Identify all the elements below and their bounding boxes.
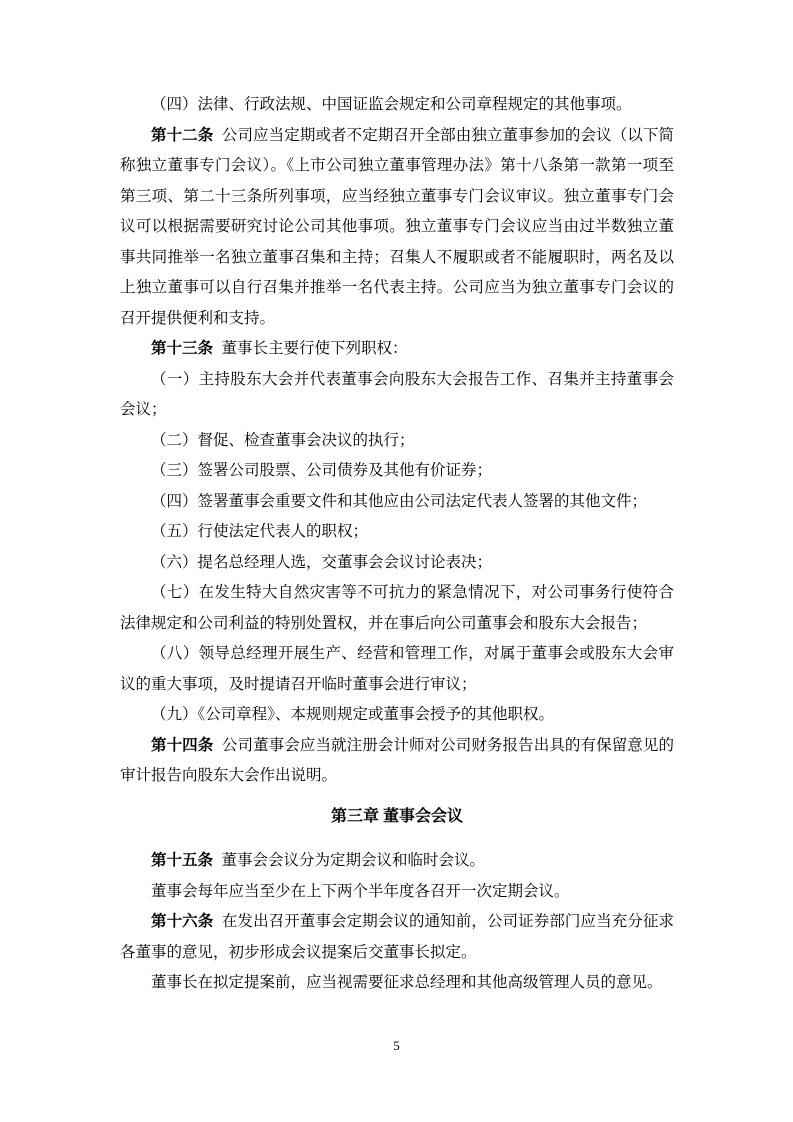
paragraph-text: 董事长在拟定提案前，应当视需要征求总经理和其他高级管理人员的意见。 (151, 974, 663, 991)
body-paragraph (120, 487, 674, 518)
body-paragraph (120, 90, 674, 121)
paragraph-text: （七）在发生特大自然灾害等不可抗力的紧急情况下，对公司事务行使符合法律规定和公司利益的特别处置权，并在事后向公司董事会和股东大会报告； (120, 584, 674, 632)
body-paragraph (120, 877, 674, 908)
paragraph-text: （三）签署公司股票、公司债券及其他有价证券； (151, 462, 493, 479)
paragraph-text: 公司董事会应当就注册会计师对公司财务报告出具的有保留意见的审计报告向股东大会作出说明。 (120, 736, 674, 784)
article-number: 第十四条 (151, 736, 214, 754)
body-paragraph (120, 578, 674, 639)
article-paragraph (120, 121, 674, 335)
paragraph-text: （四）法律、行政法规、中国证监会规定和公司章程规定的其他事项。 (151, 96, 632, 113)
paragraph-text: 公司应当定期或者不定期召开全部由独立董事参加的会议（以下简称独立董事专门会议）。《上市公司独立董事管理办法》第十八条第一款第一项至第三项、第二十三条所列事项，应当经独立董事专门会议审议。独立董事专门会议可以根据需要研究讨论公司其他事项。独立董事专门会议应当由过半数独立董事共同推举一名独立董事召集和主持；召集人不履职或者不能履职时，两名及以上独立董事可以自行召集并推举一名代表主持。公司应当为独立董事专门会议的召开提供便利和支持。 (120, 126, 674, 327)
paragraph-text: （一）主持股东大会并代表董事会向股东大会报告工作、召集并主持董事会会议； (120, 370, 674, 418)
article-paragraph (120, 334, 674, 365)
body-paragraph (120, 365, 674, 426)
document-body (120, 90, 674, 999)
article-number: 第十六条 (151, 913, 214, 930)
body-paragraph (120, 639, 674, 700)
paragraph-text: （五）行使法定代表人的职权； (151, 523, 369, 540)
article-paragraph (120, 846, 674, 877)
paragraph-text: （二）督促、检查董事会决议的执行； (151, 431, 415, 449)
article-number: 第十五条 (151, 852, 214, 869)
paragraph-text: （四）签署董事会重要文件和其他应由公司法定代表人签署的其他文件； (151, 492, 648, 510)
article-number: 第十二条 (151, 126, 214, 144)
paragraph-text: （九）《公司章程》、本规则规定或董事会授予的其他职权。 (151, 706, 555, 723)
paragraph-text: 在发出召开董事会定期会议的通知前，公司证券部门应当充分征求各董事的意见，初步形成会议提案后交董事长拟定。 (120, 913, 674, 961)
paragraph-text: （六）提名总经理人选，交董事会会议讨论表决； (151, 553, 493, 571)
article-paragraph (120, 731, 674, 792)
article-number: 第十三条 (151, 340, 214, 357)
page-number: 5 (393, 1038, 400, 1053)
paragraph-text: 董事会每年应当至少在上下两个半年度各召开一次定期会议。 (151, 882, 570, 900)
paragraph-text: 董事会会议分为定期会议和临时会议。 (221, 852, 486, 869)
body-paragraph (120, 700, 674, 731)
body-paragraph (120, 456, 674, 487)
chapter-heading: 第三章 董事会会议 (330, 807, 463, 825)
body-paragraph (120, 517, 674, 548)
body-paragraph (120, 426, 674, 457)
body-paragraph (120, 548, 674, 579)
paragraph-text: （八）领导总经理开展生产、经营和管理工作，对属于董事会或股东大会审议的重大事项，及时提请召开临时董事会进行审议； (120, 645, 674, 693)
body-paragraph (120, 968, 674, 999)
paragraph-text: 董事长主要行使下列职权： (221, 340, 408, 357)
article-paragraph (120, 907, 674, 968)
